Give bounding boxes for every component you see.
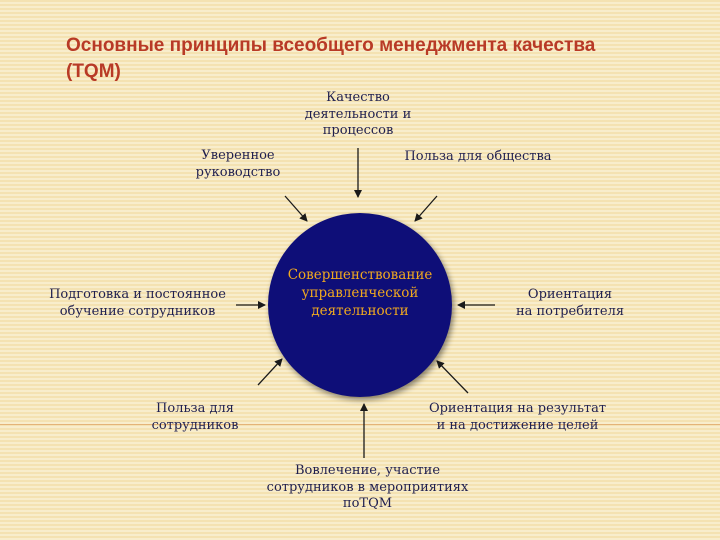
principle-leadership: Уверенное руководство <box>195 148 281 180</box>
principle-customer: Ориентация на потребителя <box>515 287 625 319</box>
arrow-leadership <box>285 196 307 221</box>
principle-quality: Качество деятельности и процессов <box>304 90 412 138</box>
principle-involvement: Вовлечение, участие сотрудников в мероприятиях поTQM <box>266 463 469 511</box>
principle-training: Подготовка и постоянное обучение сотрудников <box>49 287 226 319</box>
center-label: Совершенствование управленческой деятельности <box>287 267 433 319</box>
arrow-employees <box>258 359 282 385</box>
arrow-results <box>437 361 468 393</box>
principle-employees: Польза для сотрудников <box>151 401 239 433</box>
slide-title: Основные принципы всеобщего менеджмента качества (TQM) <box>66 35 596 82</box>
principle-results: Ориентация на результат и на достижение целей <box>428 401 607 433</box>
principle-society: Польза для общества <box>404 149 552 164</box>
arrow-society <box>415 196 437 221</box>
